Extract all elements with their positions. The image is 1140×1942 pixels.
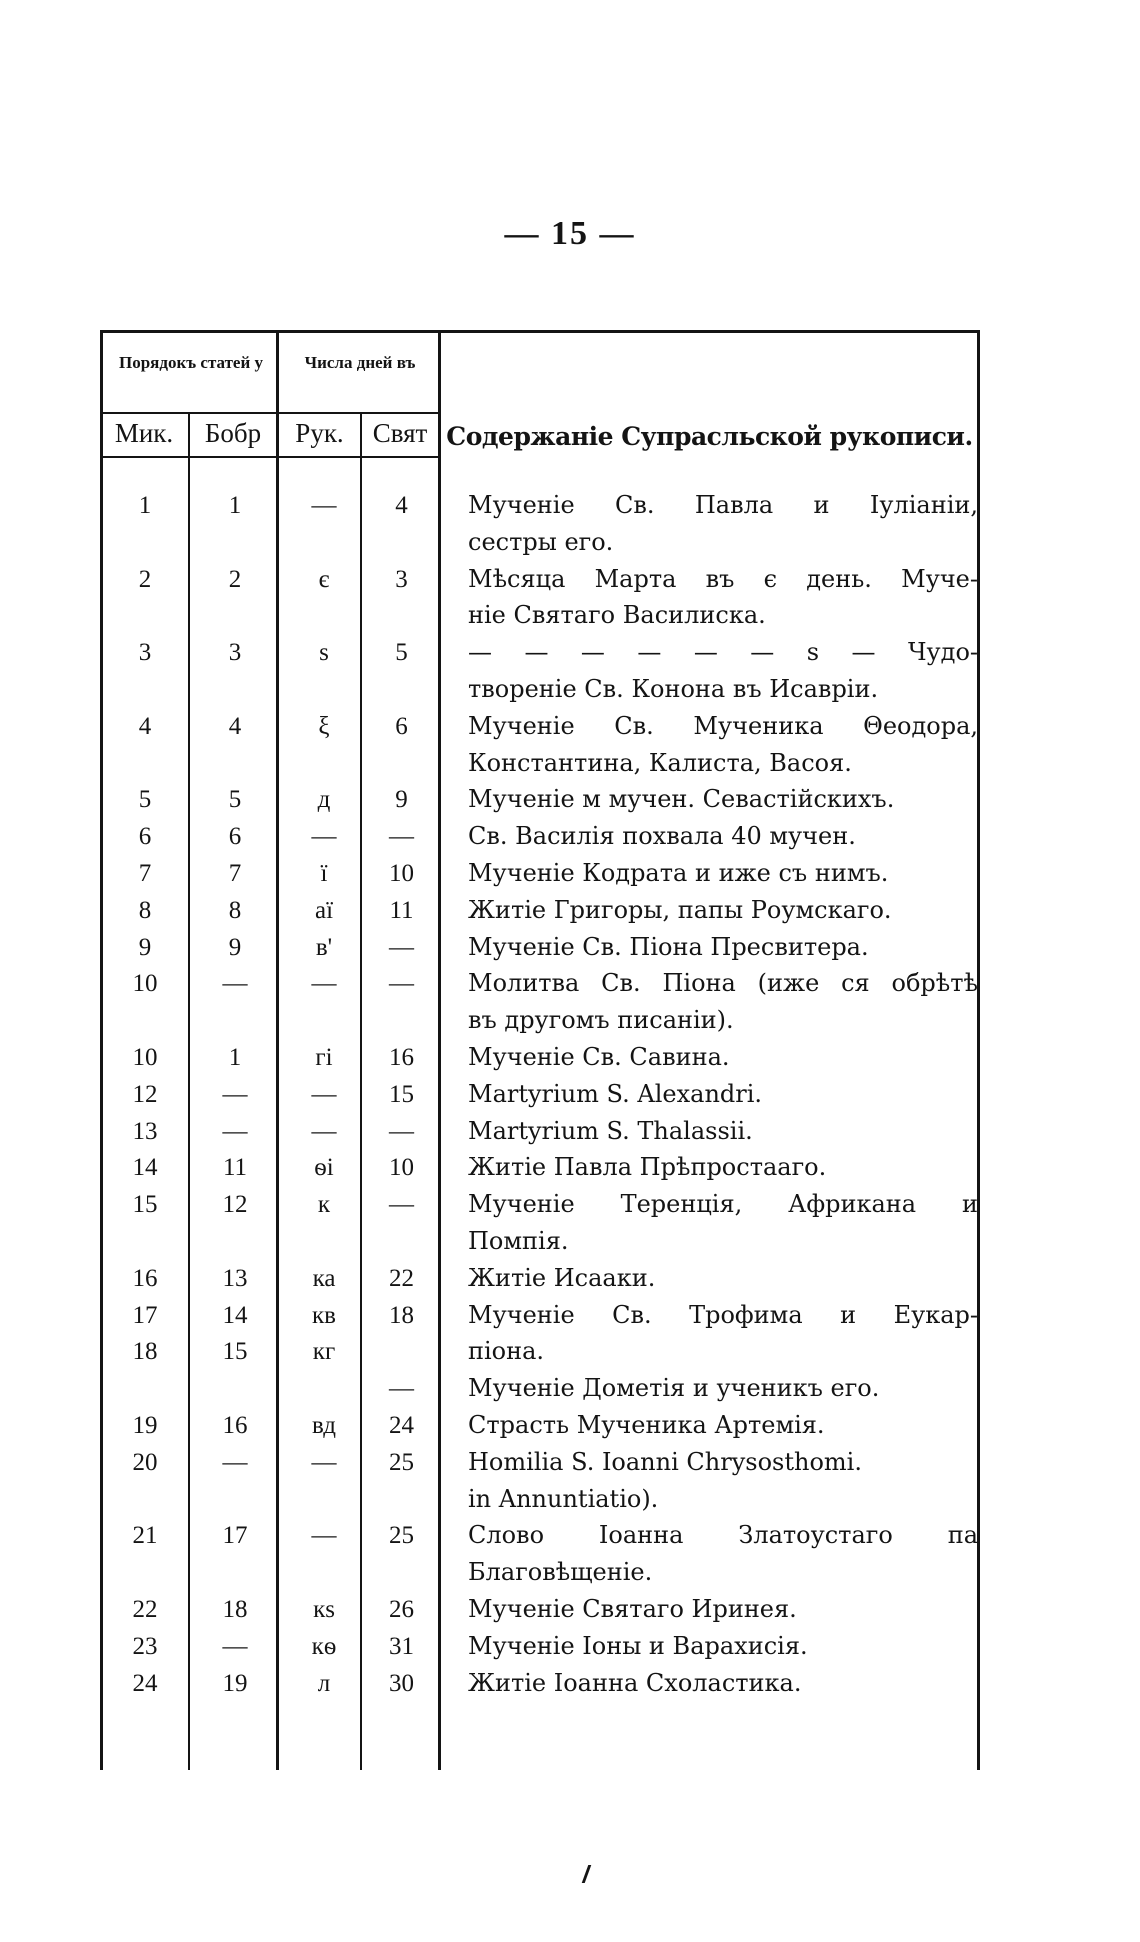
cell-svyat: — [389,1191,414,1219]
cell-ruk [284,1223,364,1260]
cell-mik: 23 [132,1632,158,1660]
cell-ruk [284,745,364,782]
cell-mik: 24 [132,1669,158,1697]
cell-content: твореніе Св. Конона въ Исавріи. [468,675,879,703]
table-row [100,855,980,892]
cell-ruk: — [311,1522,337,1550]
cell-content: Константина, Калиста, Васоя. [468,748,852,777]
cell-content: сестры его. [468,527,614,556]
cell-svyat: 26 [389,1596,414,1623]
cell-content: Житіе Исааки. [468,1263,656,1292]
header-col-ruk: Рук. [295,418,344,448]
cell-svyat [364,1554,439,1591]
cell-content: Мученіе м мучен. Севастійскихъ. [468,785,895,814]
cell-bobr: 1 [228,492,242,519]
cell-svyat: — [389,970,414,998]
table-row [100,1333,980,1370]
cell-svyat [364,1223,439,1260]
cell-ruk [284,671,364,708]
cell-mik [100,1370,190,1407]
cell-svyat: 31 [389,1632,414,1660]
cell-ruk: кв [312,1301,336,1329]
cell-svyat: 10 [389,1154,414,1182]
header-underline-rule [100,456,441,458]
cell-bobr [190,1002,280,1039]
cell-svyat: 3 [395,565,408,593]
cell-svyat: 15 [389,1080,414,1108]
table-row [100,634,980,671]
cell-svyat [364,745,439,782]
cell-bobr: 11 [222,1154,248,1182]
table-row [100,487,980,524]
cell-bobr: 18 [222,1596,248,1623]
cell-mik [100,1223,190,1260]
cell-bobr: — [222,1448,248,1476]
cell-svyat: 24 [389,1412,414,1439]
cell-svyat: 25 [389,1522,414,1550]
cell-bobr: 12 [222,1191,248,1219]
cell-bobr: 7 [228,860,242,887]
cell-ruk: кѕ [313,1596,335,1623]
cell-mik [100,597,190,634]
table-row [100,1554,980,1591]
cell-mik: 12 [132,1080,158,1108]
header-col-mik: Мик. [114,418,174,448]
table-row [100,1149,980,1186]
cell-content: Мученіе Дометія и ученикъ его. [468,1374,880,1403]
cell-mik [100,1002,190,1039]
cell-ruk: кг [312,1338,336,1366]
cell-ruk: к [317,1191,331,1219]
table-row [100,1260,980,1297]
table-row [100,781,980,818]
cell-mik: 10 [132,970,158,998]
cell-mik: 16 [132,1264,158,1292]
cell-mik: 3 [138,639,152,667]
cell-svyat [364,597,439,634]
header-group-days: Числа дней въ [304,353,416,372]
cell-content: Благовѣщеніе. [468,1558,653,1587]
cell-svyat: — [389,1117,414,1145]
cell-content: in Annuntiatio). [468,1484,659,1513]
cell-svyat [364,524,439,561]
cell-content: — — — — — — ѕ — Чудо- [468,638,978,667]
cell-bobr: 6 [228,823,242,851]
cell-mik: 20 [132,1448,158,1476]
cell-ruk: д [317,786,331,814]
table-row [100,671,980,708]
cell-bobr: — [222,1632,248,1660]
table-top-rule [100,330,980,333]
cell-content: Мученіе Св. Савина. [468,1043,730,1071]
cell-mik: 13 [132,1117,158,1145]
cell-content: Мученіе Іоны и Варахисія. [468,1631,808,1660]
header-col-svyat: Свят [372,418,428,448]
table-row [100,708,980,745]
cell-content: Слово Іоанна Златоустаго па [468,1521,978,1550]
cell-ruk [284,1370,364,1407]
cell-mik [100,524,190,561]
cell-content: Мѣсяца Марта въ є день. Муче- [468,564,978,593]
table-row [100,1076,980,1113]
cell-content: Св. Василія похвала 40 мучен. [468,822,856,851]
cell-mik: 8 [138,896,152,924]
cell-ruk [284,1481,364,1518]
header-col-bobr: Бобр [204,418,262,448]
table-row [100,1370,980,1407]
table-row [100,1407,980,1444]
cell-ruk: ка [312,1264,336,1292]
cell-svyat: 11 [389,896,414,924]
cell-mik: 9 [138,933,152,961]
table-row [100,745,980,782]
cell-bobr [190,745,280,782]
cell-ruk: в' [315,933,333,961]
cell-svyat: — [389,1375,414,1403]
cell-mik [100,671,190,708]
cell-mik: 18 [132,1338,158,1366]
cell-bobr: — [222,1117,248,1145]
cell-ruk: гі [315,1044,333,1071]
cell-bobr: 17 [222,1522,248,1550]
cell-content: Житіе Іоанна Схоластика. [468,1668,802,1697]
cell-bobr [190,1481,280,1518]
cell-mik: 2 [138,565,152,593]
table-row [100,1628,980,1665]
cell-svyat: 4 [395,492,408,519]
cell-svyat: 5 [395,639,408,667]
table-row [100,1039,980,1076]
cell-bobr [190,671,280,708]
cell-bobr [190,597,280,634]
table-row [100,1002,980,1039]
cell-mik [100,745,190,782]
cell-bobr: 2 [228,565,242,593]
cell-content: Мученіе Св. Мученика Θеодора, [468,711,978,740]
table-row [100,1297,980,1334]
cell-ruk [284,597,364,634]
cell-mik: 4 [138,712,152,740]
cell-ruk: ї [320,860,328,887]
header-group-articles: Порядокъ статей у [118,353,264,372]
cell-ruk: — [311,823,337,851]
cell-bobr: 13 [222,1264,248,1292]
cell-content: Житіе Григоры, папы Роумскаго. [468,895,892,924]
table-row [100,1223,980,1260]
table-row [100,561,980,598]
cell-ruk [284,1554,364,1591]
cell-bobr [190,524,280,561]
cell-svyat [364,1481,439,1518]
cell-svyat: 10 [389,860,414,887]
cell-bobr: 19 [222,1669,248,1697]
cell-content: Житіе Павла Прѣпростааго. [468,1153,827,1182]
cell-content: Homilia S. Ioanni Chrysosthomi. [468,1447,862,1476]
table-row [100,965,980,1002]
cell-content: Мученіе Св. Трофима и Еукар- [468,1300,978,1329]
cell-bobr: 5 [228,786,242,814]
cell-ruk: — [311,1080,337,1108]
table-row [100,524,980,561]
cell-ruk [284,1002,364,1039]
cell-content: Мученіе Теренція, Африкана и [468,1190,978,1219]
cell-content: Страсть Мученика Артемія. [468,1411,825,1439]
cell-svyat: 25 [389,1448,414,1476]
cell-content: Martyrium S. Alexandri. [468,1079,763,1108]
cell-bobr: 1 [228,1044,242,1071]
table-row [100,818,980,855]
cell-bobr: 14 [222,1301,248,1329]
cell-content: піона. [468,1337,545,1366]
cell-content: въ другомъ писаніи). [468,1006,734,1035]
cell-svyat: — [389,823,414,851]
cell-mik: 10 [132,1044,158,1071]
cell-content: Martyrium S. Thalassii. [468,1116,753,1145]
table-row [100,1481,980,1518]
cell-svyat: 18 [389,1301,414,1329]
cell-mik: 14 [132,1154,158,1182]
cell-svyat: 9 [395,786,408,814]
ink-mark [582,1865,598,1883]
cell-svyat [364,671,439,708]
cell-content: Молитва Св. Піона (иже ся обрѣтѣ [468,969,978,998]
cell-svyat [364,1333,439,1370]
cell-bobr [190,1554,280,1591]
cell-ruk: вд [312,1412,336,1439]
cell-mik: 15 [132,1191,158,1219]
cell-mik: 17 [132,1301,158,1329]
cell-mik: 22 [132,1596,158,1623]
table-row [100,1517,980,1554]
cell-svyat: 22 [389,1264,414,1292]
cell-mik: 1 [138,492,152,519]
cell-mik: 19 [132,1412,158,1439]
cell-ruk: л [317,1669,331,1697]
cell-content: Мученіе Св. Піона Пресвитера. [468,932,869,961]
cell-svyat [364,1002,439,1039]
cell-mik [100,1481,190,1518]
table-row [100,1186,980,1223]
cell-bobr [190,1370,280,1407]
table-row [100,929,980,966]
cell-bobr: 8 [228,896,242,924]
table-row [100,597,980,634]
cell-svyat: 16 [389,1044,414,1071]
cell-bobr [190,1223,280,1260]
table-row [100,1665,980,1702]
cell-ruk [284,524,364,561]
table-row [100,1113,980,1150]
cell-bobr: 9 [228,933,242,961]
cell-content: Мученіе Св. Павла и Іуліаніи, [468,491,978,519]
cell-mik: 21 [132,1522,158,1550]
header-col-content: Содержаніе Супрасльской рукописи. [446,422,973,451]
cell-ruk: — [311,970,337,998]
cell-mik: 6 [138,823,152,851]
cell-mik: 7 [138,860,152,887]
cell-svyat: 30 [389,1669,414,1697]
cell-svyat: 6 [395,712,408,740]
cell-content: ніе Святаго Василиска. [468,601,766,630]
group-underline-rule [100,412,441,414]
cell-ruk: — [311,1117,337,1145]
cell-bobr: 15 [222,1338,248,1366]
page-number: — 15 — [504,215,636,252]
cell-ruk: — [311,492,337,519]
table-row [100,1591,980,1628]
cell-bobr: — [222,1080,248,1108]
cell-content: Мученіе Кодрата и иже съ нимъ. [468,859,889,887]
table-row [100,892,980,929]
cell-bobr: 4 [228,712,242,740]
cell-bobr: 16 [222,1412,248,1439]
cell-content: Помпія. [468,1227,569,1255]
table-row [100,1444,980,1481]
cell-ruk: ѳі [314,1154,334,1182]
manuscript-table [100,330,980,1770]
cell-ruk: аї [314,896,334,924]
cell-ruk: ѕ [319,639,329,667]
cell-ruk: — [311,1448,337,1476]
cell-svyat: — [389,933,414,961]
cell-mik: 5 [138,786,152,814]
cell-bobr: 3 [228,639,242,667]
cell-content: Мученіе Святаго Иринея. [468,1595,797,1623]
cell-ruk: кѳ [311,1632,337,1660]
cell-mik [100,1554,190,1591]
cell-ruk: ξ [318,712,330,740]
cell-ruk: є [318,565,330,593]
cell-bobr: — [222,970,248,998]
